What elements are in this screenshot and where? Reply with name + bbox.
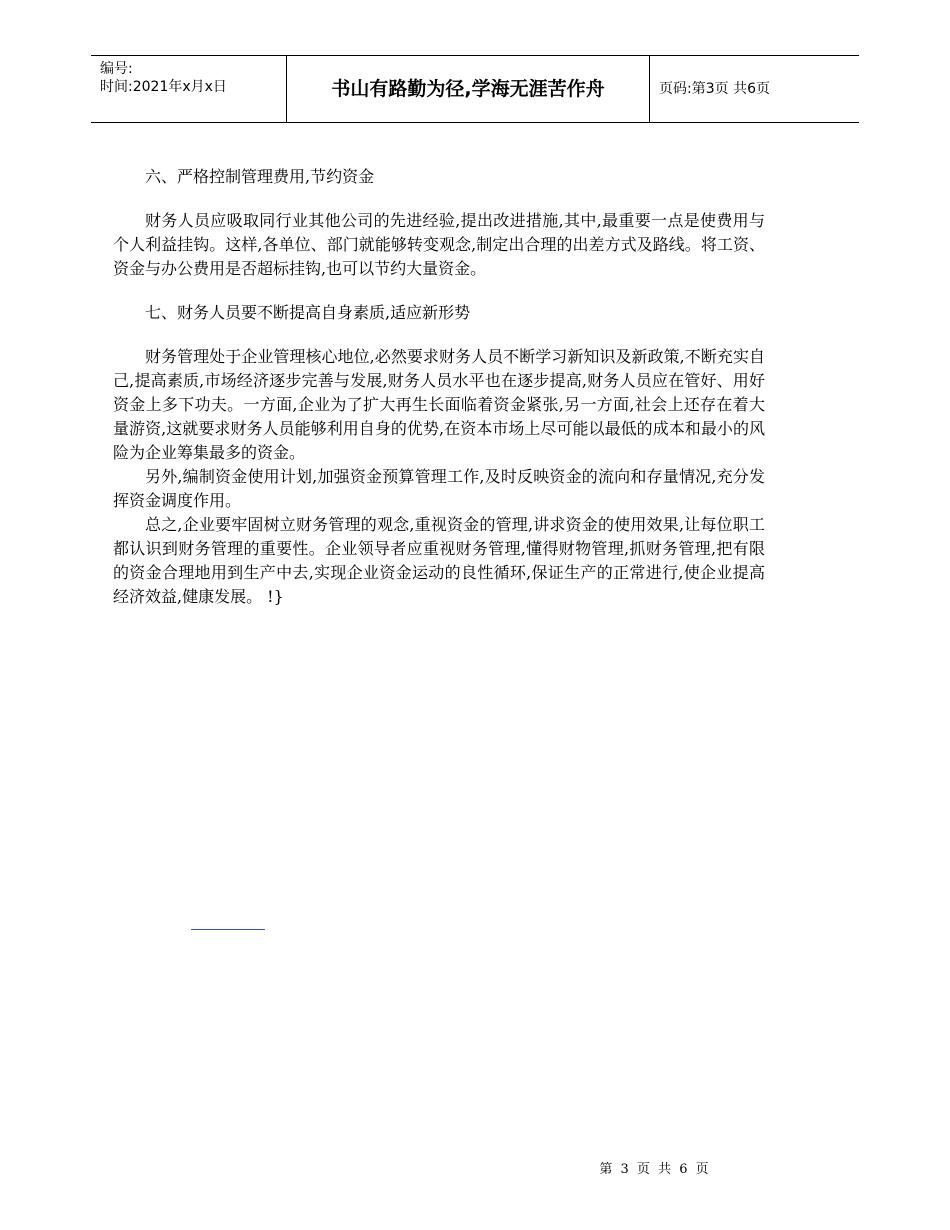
header-motto: 书山有路勤为径,学海无涯苦作舟 [287,56,650,122]
page-footer: 第 3 页 共 6 页 [599,1162,711,1177]
header-meta [91,56,287,122]
section-heading-6: 六、严格控制管理费用,节约资金 [145,167,375,186]
paragraph-1: 财务人员应吸取同行业其他公司的先进经验,提出改进措施,其中,最重要一点是使费用与个人利益挂钩。这样,各单位、部门就能够转变观念,制定出合理的出差方式及路线。将工资、资金与办公费用是否超标挂钩,也可以节约大量资金。 [113,211,765,278]
paragraph-4: 总之,企业要牢固树立财务管理的观念,重视资金的管理,讲求资金的使用效果,让每位职工都认识到财务管理的重要性。企业领导者应重视财务管理,懂得财物管理,抓财务管理,把有限的资金合理地用到生产中去,实现企业资金运动的良性循环,保证生产的正常进行,使企业提高经济效益,健康发展。 !} [113,515,765,606]
document-body [113,165,765,609]
header-number-label: 编号: [100,61,133,77]
blank-link-underline[interactable] [191,929,265,930]
paragraph-3: 另外,编制资金使用计划,加强资金预算管理工作,及时反映资金的流向和存量情况,充分发挥资金调度作用。 [113,467,765,510]
header-page-label: 页码:第3页 共6页 [659,81,770,97]
section-heading-7: 七、财务人员要不断提高自身素质,适应新形势 [145,303,471,322]
header-time-label: 时间:2021年x月x日 [100,79,227,95]
document-header [91,55,859,123]
paragraph-2: 财务管理处于企业管理核心地位,必然要求财务人员不断学习新知识及新政策,不断充实自己,提高素质,市场经济逐步完善与发展,财务人员水平也在逐步提高,财务人员应在管好、用好资金上多下功夫。一方面,企业为了扩大再生长面临着资金紧张,另一方面,社会上还存在着大量游资,这就要求财务人员能够利用自身的优势,在资本市场上尽可能以最低的成本和最小的风险为企业筹集最多的资金。 [113,347,765,462]
